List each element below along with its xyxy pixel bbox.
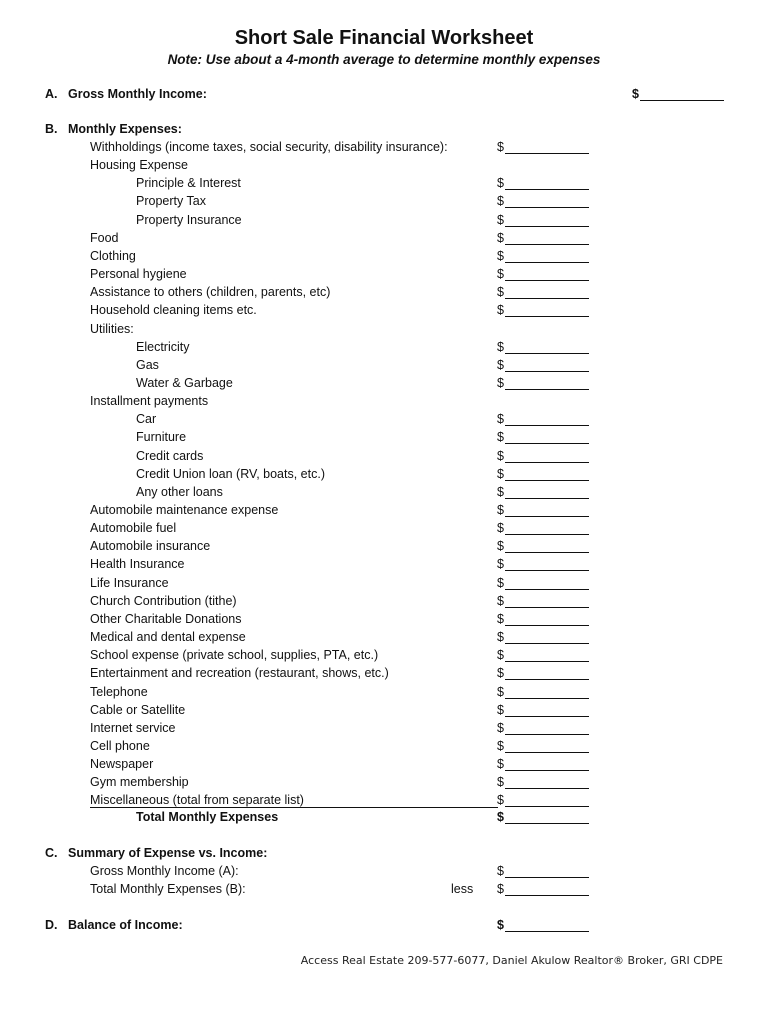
expense-amount-field[interactable] <box>497 664 589 681</box>
section-d-letter: D. <box>45 918 58 932</box>
expense-row <box>0 646 768 664</box>
currency-sign: $ <box>497 738 504 753</box>
expense-label: Property Tax <box>136 194 206 209</box>
currency-sign: $ <box>497 339 504 354</box>
currency-sign: $ <box>497 267 504 282</box>
expense-label: Credit Union loan (RV, boats, etc.) <box>136 466 325 481</box>
currency-sign: $ <box>497 430 504 445</box>
expense-amount-field[interactable] <box>497 791 589 808</box>
expense-row <box>0 338 768 356</box>
expense-row <box>0 773 768 791</box>
expense-amount-field[interactable] <box>497 428 589 445</box>
section-a-letter: A. <box>45 87 58 101</box>
expense-amount-field[interactable] <box>497 519 589 536</box>
page-note: Note: Use about a 4-month average to determine monthly expenses <box>167 52 601 67</box>
expense-row <box>0 320 768 338</box>
expense-label: Credit cards <box>136 448 204 463</box>
expense-label: Property Insurance <box>136 212 242 227</box>
currency-sign: $ <box>497 864 504 878</box>
expense-row <box>0 447 768 465</box>
expense-amount-field[interactable] <box>497 773 589 790</box>
section-b-row <box>0 120 768 138</box>
expense-row <box>0 592 768 610</box>
currency-sign: $ <box>497 230 504 245</box>
section-d-label: Balance of Income: <box>68 918 183 932</box>
currency-sign: $ <box>497 357 504 372</box>
expense-label: Automobile fuel <box>90 521 177 536</box>
currency-sign: $ <box>497 882 504 896</box>
expense-row <box>0 192 768 210</box>
expense-amount-field[interactable] <box>497 719 589 736</box>
expense-label: Other Charitable Donations <box>90 611 242 626</box>
summary-income-label: Gross Monthly Income (A): <box>90 864 239 878</box>
section-c-label: Summary of Expense vs. Income: <box>68 846 268 860</box>
currency-sign: $ <box>497 775 504 790</box>
currency-sign: $ <box>497 918 504 932</box>
expense-amount-field[interactable] <box>497 410 589 427</box>
balance-field[interactable] <box>497 916 589 933</box>
expense-row <box>0 138 768 156</box>
expense-amount-field[interactable] <box>497 301 589 318</box>
total-expenses-row <box>0 808 768 826</box>
currency-sign: $ <box>497 248 504 263</box>
expense-amount-field[interactable] <box>497 283 589 300</box>
currency-sign: $ <box>497 484 504 499</box>
expense-label: Automobile insurance <box>90 539 211 554</box>
currency-sign: $ <box>497 793 504 808</box>
expense-row <box>0 392 768 410</box>
expense-label: Principle & Interest <box>136 176 241 191</box>
expense-label: Car <box>136 412 157 427</box>
currency-sign: $ <box>497 521 504 536</box>
summary-expenses-field[interactable] <box>497 880 589 897</box>
expense-label: Miscellaneous (total from separate list) <box>90 793 304 808</box>
expense-label: Cell phone <box>90 738 150 753</box>
currency-sign: $ <box>632 87 639 101</box>
expense-row <box>0 229 768 247</box>
currency-sign: $ <box>497 611 504 626</box>
expense-row <box>0 483 768 501</box>
currency-sign: $ <box>497 539 504 554</box>
currency-sign: $ <box>497 503 504 517</box>
expense-amount-field[interactable] <box>497 555 589 572</box>
currency-sign: $ <box>497 375 504 390</box>
currency-sign: $ <box>497 466 504 481</box>
expense-label: Cable or Satellite <box>90 702 186 717</box>
currency-sign: $ <box>497 720 504 735</box>
currency-sign: $ <box>497 176 504 191</box>
expense-amount-field[interactable] <box>497 628 589 645</box>
expense-amount-field[interactable] <box>497 755 589 772</box>
expense-label: Clothing <box>90 248 136 263</box>
expense-label: Telephone <box>90 684 148 699</box>
summary-expenses-label: Total Monthly Expenses (B): <box>90 882 246 896</box>
expense-row <box>0 283 768 301</box>
expense-row <box>0 301 768 319</box>
expense-amount-field[interactable] <box>497 138 589 155</box>
expense-row <box>0 501 768 519</box>
section-a-label: Gross Monthly Income: <box>68 87 207 101</box>
currency-sign: $ <box>497 684 504 699</box>
expense-row <box>0 211 768 229</box>
expense-label: Withholdings (income taxes, social security, disability insurance): <box>90 140 448 154</box>
expense-label: Housing Expense <box>90 158 188 173</box>
expense-row <box>0 519 768 537</box>
currency-sign: $ <box>497 303 504 318</box>
expense-label: Any other loans <box>136 484 223 499</box>
section-b-label: Monthly Expenses: <box>68 122 182 136</box>
currency-sign: $ <box>497 630 504 645</box>
footer-contact: Access Real Estate 209-577-6077, Daniel Akulow Realtor® Broker, GRI CDPE <box>300 954 723 967</box>
summary-income-field[interactable] <box>497 862 589 879</box>
expense-amount-field[interactable] <box>497 701 589 718</box>
expense-label: Entertainment and recreation (restaurant, shows, etc.) <box>90 666 389 681</box>
expense-row <box>0 555 768 573</box>
expense-row <box>0 791 768 809</box>
currency-sign: $ <box>497 648 504 663</box>
expense-label: Electricity <box>136 339 190 354</box>
expense-amount-field[interactable] <box>497 683 589 700</box>
expense-amount-field[interactable] <box>497 338 589 355</box>
expense-row <box>0 410 768 428</box>
expense-amount-field[interactable] <box>497 447 589 464</box>
expense-amount-field[interactable] <box>497 374 589 391</box>
currency-sign: $ <box>497 575 504 590</box>
expense-row <box>0 683 768 701</box>
expense-row <box>0 628 768 646</box>
expense-row <box>0 664 768 682</box>
currency-sign: $ <box>497 810 504 824</box>
expense-label: School expense (private school, supplies, PTA, etc.) <box>90 648 379 663</box>
expense-label: Installment payments <box>90 394 209 409</box>
expense-amount-field[interactable] <box>497 192 589 209</box>
expense-row <box>0 701 768 719</box>
expense-row <box>0 265 768 283</box>
expense-amount-field[interactable] <box>497 737 589 754</box>
gross-income-field[interactable] <box>632 85 724 102</box>
expense-amount-field[interactable] <box>497 265 589 282</box>
currency-sign: $ <box>497 212 504 227</box>
currency-sign: $ <box>497 194 504 209</box>
expense-row <box>0 465 768 483</box>
expense-label: Internet service <box>90 720 176 735</box>
expense-amount-field[interactable] <box>497 501 589 518</box>
expense-amount-field[interactable] <box>497 356 589 373</box>
expense-row <box>0 247 768 265</box>
expense-amount-field[interactable] <box>497 537 589 554</box>
expense-amount-field[interactable] <box>497 610 589 627</box>
expense-label: Medical and dental expense <box>90 630 246 645</box>
expense-label: Water & Garbage <box>136 375 233 390</box>
total-expenses-label: Total Monthly Expenses <box>136 810 279 824</box>
total-expenses-field[interactable] <box>497 808 589 825</box>
expense-label: Food <box>90 230 119 245</box>
currency-sign: $ <box>497 412 504 427</box>
expense-row <box>0 428 768 446</box>
section-c-letter: C. <box>45 846 58 860</box>
expense-label: Automobile maintenance expense <box>90 503 279 517</box>
expense-label: Personal hygiene <box>90 267 187 282</box>
less-label: less <box>451 882 474 896</box>
expense-label: Assistance to others (children, parents, etc) <box>90 285 331 300</box>
currency-sign: $ <box>497 702 504 717</box>
expense-row <box>0 174 768 192</box>
section-b-letter: B. <box>45 122 58 136</box>
section-c-row <box>0 844 768 862</box>
currency-sign: $ <box>497 593 504 608</box>
expense-row <box>0 610 768 628</box>
summary-expenses-row <box>0 880 768 898</box>
expense-row <box>0 755 768 773</box>
expense-amount-field[interactable] <box>497 247 589 264</box>
expense-amount-field[interactable] <box>497 574 589 591</box>
expense-row <box>0 156 768 174</box>
summary-income-row <box>0 862 768 880</box>
expense-label: Gas <box>136 357 159 372</box>
expense-row <box>0 737 768 755</box>
expense-label: Health Insurance <box>90 557 185 572</box>
currency-sign: $ <box>497 140 504 154</box>
expense-row <box>0 574 768 592</box>
expense-amount-field[interactable] <box>497 229 589 246</box>
expense-label: Gym membership <box>90 775 189 790</box>
currency-sign: $ <box>497 557 504 572</box>
expense-label: Life Insurance <box>90 575 169 590</box>
currency-sign: $ <box>497 448 504 463</box>
expense-amount-field[interactable] <box>497 211 589 228</box>
expense-label: Furniture <box>136 430 187 445</box>
expense-label: Church Contribution (tithe) <box>90 593 237 608</box>
expense-row <box>0 356 768 374</box>
currency-sign: $ <box>497 757 504 772</box>
currency-sign: $ <box>497 285 504 300</box>
section-d-row <box>0 916 768 934</box>
expense-row <box>0 537 768 555</box>
expense-label: Household cleaning items etc. <box>90 303 257 318</box>
expense-amount-field[interactable] <box>497 592 589 609</box>
expense-amount-field[interactable] <box>497 646 589 663</box>
currency-sign: $ <box>497 666 504 681</box>
page-title: Short Sale Financial Worksheet <box>234 27 534 49</box>
expense-label: Newspaper <box>90 757 154 772</box>
expense-amount-field[interactable] <box>497 483 589 500</box>
section-a-row <box>0 85 768 103</box>
expense-row <box>0 374 768 392</box>
expense-amount-field[interactable] <box>497 465 589 482</box>
expense-amount-field[interactable] <box>497 174 589 191</box>
expense-row <box>0 719 768 737</box>
expense-label: Utilities: <box>90 321 134 336</box>
